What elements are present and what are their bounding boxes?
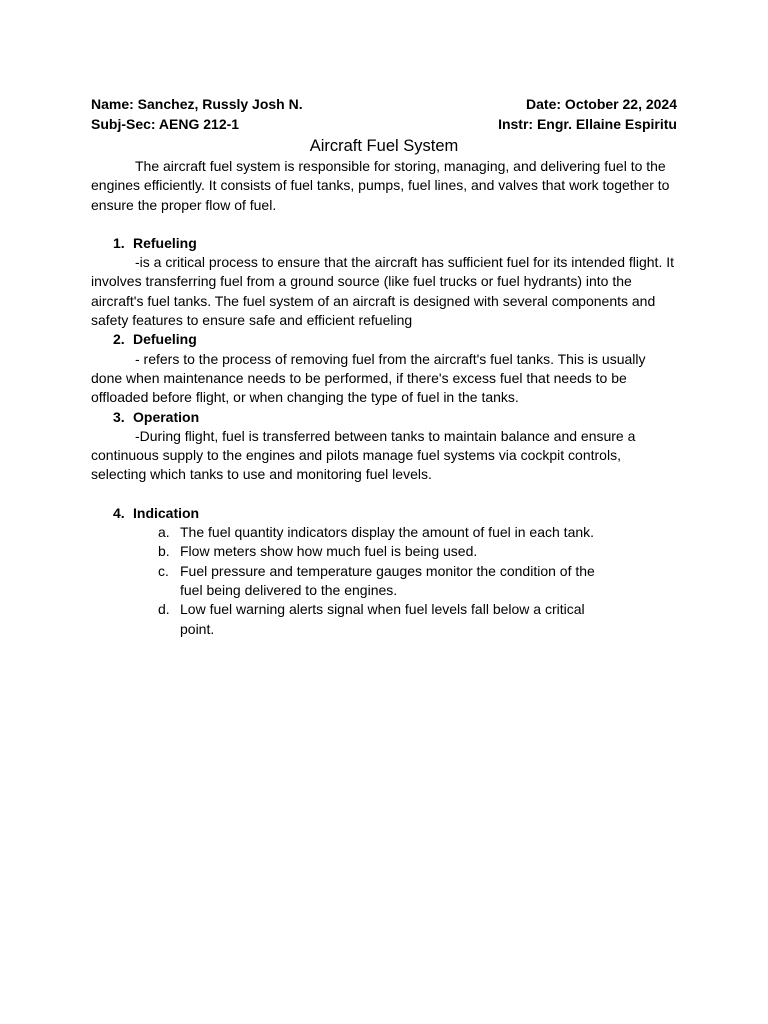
section-operation-body: -During flight, fuel is transferred between tanks to maintain balance and ensure a continuous supply to the engines and pilots manage fuel systems via cockpit controls, selecting which tanks to use and monitoring fuel levels. <box>91 427 636 483</box>
section-number: 2. <box>113 331 125 348</box>
instructor-name: Instr: Engr. Ellaine Espiritu <box>498 116 677 132</box>
student-name: Name: Sanchez, Russly Josh N. <box>91 96 303 112</box>
section-title: Indication <box>133 504 200 521</box>
section-number: 1. <box>113 234 125 251</box>
section-title: Defueling <box>133 331 197 348</box>
list-text: The fuel quantity indicators display the amount of fuel in each tank. <box>180 524 595 541</box>
indication-list <box>91 523 677 639</box>
section-title: Operation <box>133 408 200 425</box>
section-number: 3. <box>113 408 125 425</box>
section-defueling-body: - refers to the process of removing fuel from the aircraft's fuel tanks. This is usually done when maintenance needs to be performed, if there's excess fuel that needs to be offloaded before flight, or when changing the type of fuel in the tanks. <box>91 350 646 406</box>
subject-section: Subj-Sec: AENG 212-1 <box>91 116 240 132</box>
list-text: Low fuel warning alerts signal when fuel levels fall below a critical point. <box>180 601 585 637</box>
spacer <box>91 485 677 504</box>
section-refueling-body: -is a critical process to ensure that the aircraft has sufficient fuel for its intended flight. It involves transferring fuel from a ground source (like fuel trucks or fuel hydrants) into the aircraft's fuel tanks. The fuel system of an aircraft is designed with several components and safety features to ensure safe and efficient refueling <box>91 254 674 329</box>
header-row-1 <box>91 94 677 114</box>
section-defueling-heading <box>91 330 677 349</box>
header-row-2 <box>91 114 677 134</box>
list-letter: a. <box>158 524 170 541</box>
list-letter: c. <box>158 562 169 579</box>
section-number: 4. <box>113 504 125 521</box>
document-date: Date: October 22, 2024 <box>526 96 677 112</box>
list-item <box>91 542 677 561</box>
section-title: Refueling <box>133 234 197 251</box>
list-item <box>91 600 677 639</box>
list-text: Flow meters show how much fuel is being used. <box>180 543 478 560</box>
list-text: Fuel pressure and temperature gauges monitor the condition of the fuel being delivered to the engines. <box>180 562 595 598</box>
section-refueling-heading <box>91 234 677 253</box>
section-indication-heading <box>91 504 677 523</box>
list-item <box>91 523 677 542</box>
list-item <box>91 562 677 601</box>
document-title: Aircraft Fuel System <box>309 137 459 155</box>
list-letter: d. <box>158 601 170 618</box>
intro-paragraph: The aircraft fuel system is responsible for storing, managing, and delivering fuel to the engines efficiently. It consists of fuel tanks, pumps, fuel lines, and valves that work together to ensure the proper flow of fuel. <box>91 158 670 213</box>
section-operation-heading <box>91 408 677 427</box>
list-letter: b. <box>158 543 170 560</box>
spacer <box>91 215 677 234</box>
